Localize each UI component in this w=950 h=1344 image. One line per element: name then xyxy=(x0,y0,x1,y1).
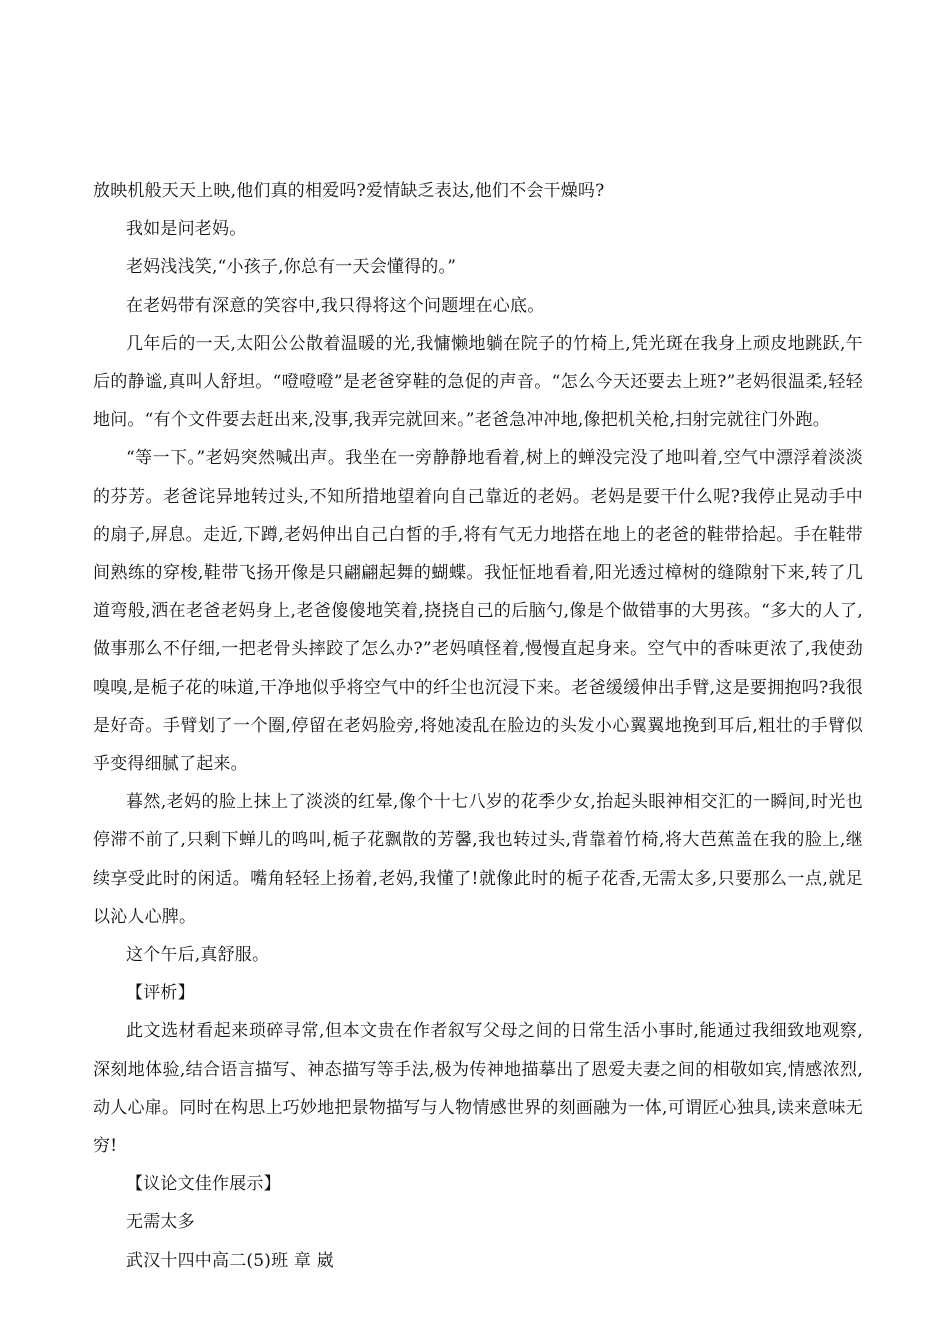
paragraph-commentary: 此文选材看起来琐碎寻常,但本文贵在作者叙写父母之间的日常生活小事时,能通过我细致地观察,深刻地体验,结合语言描写、神态描写等手法,极为传神地描摹出了恩爱夫妻之间的相敬如宾,情感浓烈,动人心扉。同时在构思上巧妙地把景物描写与人物情感世界的刻画融为一体,可谓匠心独具,读来意味无穷! xyxy=(93,1021,863,1157)
paragraph-blush: 暮然,老妈的脸上抹上了淡淡的红晕,像个十七八岁的花季少女,抬起头眼神相交汇的一瞬间,时光也停滞不前了,只剩下蝉儿的鸣叫,栀子花飘散的芳馨,我也转过头,背靠着竹椅,将大芭蕉盖在我的脸上,继续享受此时的闲适。嘴角轻轻上扬着,老妈,我懂了!就像此时的栀子花香,无需太多,只要那么一点,就足以沁人心脾。 xyxy=(93,792,863,927)
paragraph-bury-question: 在老妈带有深意的笑容中,我只得将这个问题埋在心底。 xyxy=(126,295,545,316)
paragraph-question: 我如是问老妈。 xyxy=(126,219,247,240)
paragraph-shoelace: “等一下。”老妈突然喊出声。我坐在一旁静静地看着,树上的蝉没完没了地叫着,空气中漂浮着淡淡的芬芳。老爸诧异地转过头,不知所措地望着向自己靠近的老妈。老妈是要干什么呢?我停止晃动手中的扇子,屏息。走近,下蹲,老妈伸出自己白皙的手,将有气无力地搭在地上的老爸的鞋带拾起。手在鞋带间熟练的穿梭,鞋带飞扬开像是只翩翩起舞的蝴蝶。我怔怔地看着,阳光透过樟树的缝隙射下来,转了几道弯般,洒在老爸老妈身上,老爸傻傻地笑着,挠挠自己的后脑勺,像是个做错事的大男孩。“多大的人了,做事那么不仔细,一把老骨头摔跤了怎么办?”老妈嗔怪着,慢慢直起身来。空气中的香味更浓了,我使劲嗅嗅,是栀子花的味道,干净地似乎将空气中的纤尘也沉浸下来。老爸缓缓伸出手臂,这是要拥抱吗?我很是好奇。手臂划了一个圈,停留在老妈脸旁,将她凌乱在脸边的头发小心翼翼地挽到耳后,粗壮的手臂似乎变得细腻了起来。 xyxy=(93,448,863,775)
essay-author: 武汉十四中高二(5)班 章 崴 xyxy=(126,1250,334,1271)
paragraph-comfortable: 这个午后,真舒服。 xyxy=(126,945,270,966)
section-heading-commentary: 【评析】 xyxy=(126,983,195,1004)
paragraph-mom-reply: 老妈浅浅笑,“小孩子,你总有一天会懂得的。” xyxy=(126,257,457,278)
section-heading-essay-showcase: 【议论文佳作展示】 xyxy=(126,1174,281,1195)
essay-title: 无需太多 xyxy=(126,1212,195,1233)
paragraph-afternoon: 几年后的一天,太阳公公散着温暖的光,我慵懒地躺在院子的竹椅上,凭光斑在我身上顽皮地跳跃,午后的静谧,真叫人舒坦。“噔噔噔”是老爸穿鞋的急促的声音。“怎么今天还要去上班?”老妈很温柔,轻轻地问。“有个文件要去赶出来,没事,我弄完就回来。”老爸急冲冲地,像把机关枪,扫射完就往门外跑。 xyxy=(93,333,863,431)
document-page xyxy=(93,172,863,1280)
paragraph-continuation: 放映机般天天上映,他们真的相爱吗?爱情缺乏表达,他们不会干燥吗? xyxy=(93,181,605,201)
